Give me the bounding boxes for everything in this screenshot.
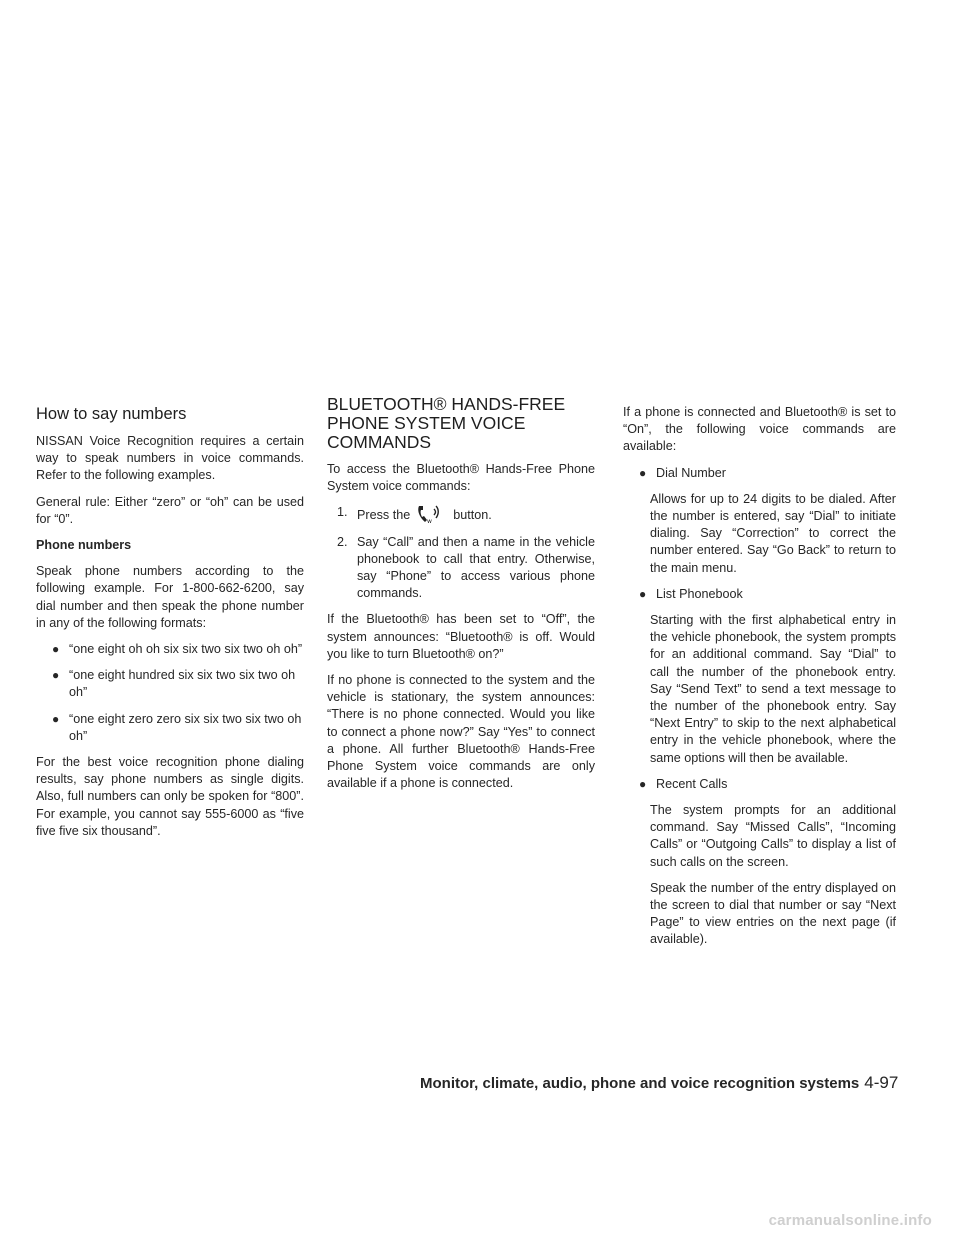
section-heading-bluetooth: BLUETOOTH® HANDS-FREE PHONE SYSTEM VOICE COMMANDS <box>327 394 566 452</box>
command-description: Speak the number of the entry displayed on the screen to dial that number or say “Next Page” to view entries on the next page (if available). <box>650 880 896 947</box>
column-right <box>623 404 896 958</box>
column-middle <box>327 394 595 801</box>
best-results-paragraph: For the best voice recognition phone dialing results, say phone numbers as single digits. Also, full numbers can only be spoken for “800”. For example, you cannot say 555-6000 as “five five five six thousand”. <box>36 755 304 838</box>
list-item: ● “one eight zero zero six six two six two oh oh” <box>52 711 302 743</box>
bullet-icon: ● <box>52 668 60 683</box>
list-item: ● “one eight hundred six six two six two oh oh” <box>52 668 296 700</box>
command-title: List Phonebook <box>656 586 743 601</box>
command-description: The system prompts for an additional command. Say “Missed Calls”, “Incoming Calls” or “Outgoing Calls” to display a list of such calls on the screen. <box>650 803 896 869</box>
bluetooth-off-paragraph: If the Bluetooth® has been set to “Off”, the system announces: “Bluetooth® is off. Would you like to turn Bluetooth® on?” <box>327 612 595 661</box>
phone-numbers-subheading: Phone numbers <box>36 538 132 553</box>
column-left <box>36 404 304 849</box>
phone-numbers-paragraph: Speak phone numbers according to the following example. For 1-800-662-6200, say dial number and then speak the phone number in any of the following formats: <box>36 564 304 630</box>
command-title: Dial Number <box>656 465 726 480</box>
footer-section-title: Monitor, climate, audio, phone and voice recognition systems <box>420 1075 860 1092</box>
list-item <box>623 586 896 603</box>
bullet-icon: ● <box>52 642 60 657</box>
general-rule-paragraph: General rule: Either “zero” or “oh” can be used for “0”. <box>36 494 304 526</box>
command-title: Recent Calls <box>656 776 728 791</box>
list-item: ● “one eight oh oh six six two six two oh oh” <box>36 641 304 658</box>
list-item <box>623 465 896 482</box>
watermark: carmanualsonline.info <box>768 1212 932 1229</box>
bullet-icon: ● <box>639 776 647 791</box>
step-item: 2. Say “Call” and then a name in the vehicle phonebook to call that entry. Otherwise, say “Phone” to access various phone commands. <box>337 534 595 601</box>
intro-paragraph: NISSAN Voice Recognition requires a certain way to speak numbers in voice commands. Refer to the following examples. <box>36 434 304 483</box>
page-number: 4-97 <box>864 1073 899 1092</box>
page-footer <box>420 1073 900 1093</box>
commands-intro-paragraph: If a phone is connected and Bluetooth® is set to “On”, the following voice commands are available: <box>623 405 896 454</box>
section-heading-numbers: How to say numbers <box>36 405 187 423</box>
svg-text:w: w <box>426 518 432 525</box>
bullet-icon: ● <box>639 465 647 480</box>
no-phone-paragraph: If no phone is connected to the system and the vehicle is stationary, the system announces: “There is no phone connected. Would you like to connect a phone now?” Say “Yes” to connect a phone. All further Bluetooth® Hands-Free Phone System voice commands are only available if a phone is connected. <box>327 673 595 791</box>
command-description: Allows for up to 24 digits to be dialed. After the number is entered, say “Dial” to initiate dialing. Say “Correction” to correct the number entered. Say “Go Back” to return to the main menu. <box>650 491 896 575</box>
step-item: 1. Press the w button. <box>337 505 492 525</box>
list-item <box>623 776 896 793</box>
bullet-icon: ● <box>52 711 60 726</box>
command-description: Starting with the first alphabetical entry in the vehicle phonebook, the system prompts for an additional command. Say “Dial” to call the number of the phonebook entry. Say “Send Text” to send a text message to the number of the phonebook entry. Say “Next Entry” to skip to the next alphabetical entry in the vehicle phonebook, where the same options will then be available. <box>650 613 896 765</box>
bullet-icon: ● <box>639 586 647 601</box>
access-paragraph: To access the Bluetooth® Hands-Free Phone System voice commands: <box>327 462 595 494</box>
phone-voice-icon <box>416 504 442 524</box>
